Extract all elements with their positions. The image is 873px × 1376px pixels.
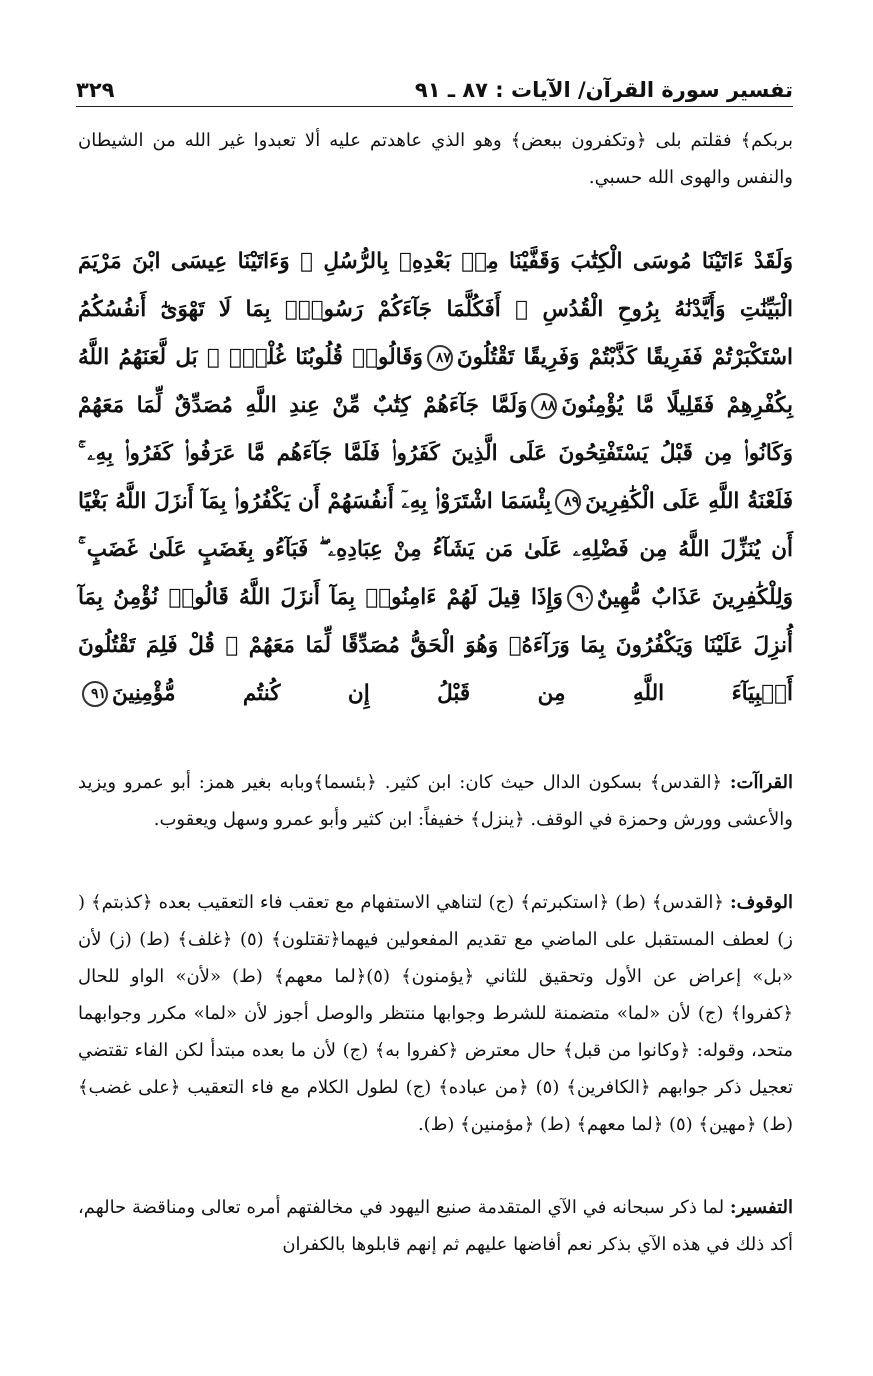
stops-text: ﴿القدس﴾ (ط) ﴿استكبرتم﴾ (ج) لتناهي الاستفهام مع تعقب فاء التعقيب بعده ﴿كذبتم﴾ ( ز) لعطف المستقبل على الماضي مع تقديم المفعولين فيهما﴿تقتلون﴾ (٥) ﴿غلف﴾ (ط) (ز) لأن «بل» إعراض عن الأول وتحقيق للثاني ﴿يؤمنون﴾ (٥)﴿لما معهم﴾ (ط) «لأن» الواو للحال ﴿كفروا﴾ (ج) لأن «لما» متضمنة للشرط وجوابها منتظر والوصل أجوز لأن «لما» مكرر وجوابهما متحد، وقوله: ﴿وكانوا من قبل﴾ حال معترض ﴿كفروا به﴾ (ج) لأن ما بعده مبتدأ لكن الفاء تقتضي تعجيل ذكر جوابهم ﴿الكافرين﴾ (٥) ﴿من عباده﴾ (ج) لطول الكلام مع فاء التعقيب ﴿على غضب﴾ (ط) ﴿مهين﴾ (٥) ﴿لما معهم﴾ (ط) ﴿مؤمنين﴾ (ط). [78,892,793,1135]
running-title: تفسير سورة القرآن/ الآيات : ٨٧ ـ ٩١ [414,78,793,102]
verse-text-91: وَإِذَا قِيلَ لَهُمْ ءَامِنُوا۟ بِمَآ أَنزَلَ اللَّهُ قَالُوا۟ نُؤْمِنُ بِمَآ أُنزِلَ عَلَيْنَا وَيَكْفُرُونَ بِمَا وَرَآءَهُۥ وَهُوَ الْحَقُّ مُصَدِّقًا لِّمَا مَعَهُمْ ۗ قُلْ فَلِمَ تَقْتُلُونَ أَنۢبِيَآءَ اللَّهِ مِن قَبْلُ إِن كُنتُم مُّؤْمِنِينَ [78,585,793,706]
page-number: ٣٢٩ [76,78,115,102]
readings-section [78,764,793,838]
page-content [78,122,793,1263]
quran-verses-block [78,238,793,718]
ayah-number-90: ٩٠ [567,585,593,611]
tafsir-label: التفسير: [729,1197,793,1218]
ayah-number-89: ٨٩ [555,489,581,515]
verse-text-90: بِئْسَمَا اشْتَرَوْا۟ بِهِۦٓ أَنفُسَهُمْ أَن يَكْفُرُوا۟ بِمَآ أَنزَلَ اللَّهُ بَغْيًا أَن يُنَزِّلَ اللَّهُ مِن فَضْلِهِۦ عَلَىٰ مَن يَشَآءُ مِنْ عِبَادِهِۦ ۖ فَبَآءُو بِغَضَبٍ عَلَىٰ غَضَبٍ ۚ وَلِلْكَٰفِرِينَ عَذَابٌ مُّهِينٌ [78,489,793,610]
readings-paragraph [78,764,793,838]
ayah-number-87: ٨٧ [427,345,453,371]
ayah-number-88: ٨٨ [531,393,557,419]
intro-paragraph: بربكم﴾ فقلتم بلى ﴿وتكفرون ببعض﴾ وهو الذي عاهدتم عليه ألا تعبدوا غير الله من الشيطان والنفس والهوى الله حسبي. [78,130,793,188]
readings-label: القراآت: [729,772,793,793]
stops-section [78,884,793,1143]
tafsir-paragraph [78,1189,793,1263]
running-header [76,66,793,107]
stops-paragraph [78,884,793,1143]
stops-label: الوقوف: [730,892,793,913]
verse-text-89: وَلَمَّا جَآءَهُمْ كِتَٰبٌ مِّنْ عِندِ اللَّهِ مُصَدِّقٌ لِّمَا مَعَهُمْ وَكَانُوا۟ مِن قَبْلُ يَسْتَفْتِحُونَ عَلَى الَّذِينَ كَفَرُوا۟ فَلَمَّا جَآءَهُم مَّا عَرَفُوا۟ كَفَرُوا۟ بِهِۦ ۚ فَلَعْنَةُ اللَّهِ عَلَى الْكَٰفِرِينَ [78,393,793,514]
ayah-number-91: ٩١ [82,681,108,707]
readings-text: ﴿القدس﴾ بسكون الدال حيث كان: ابن كثير. ﴿بئسما﴾وبابه بغير همز: أبو عمرو ويزيد والأعشى وورش وحمزة في الوقف. ﴿ينزل﴾ خفيفاً: ابن كثير وأبو عمرو وسهل ويعقوب. [78,772,793,830]
tafsir-section [78,1189,793,1263]
verse-text-88: وَقَالُوا۟ قُلُوبُنَا غُلْفٌۢ ۚ بَل لَّعَنَهُمُ اللَّهُ بِكُفْرِهِمْ فَقَلِيلًا مَّا يُؤْمِنُونَ [78,345,793,418]
verse-text-87: وَلَقَدْ ءَاتَيْنَا مُوسَى الْكِتَٰبَ وَقَفَّيْنَا مِنۢ بَعْدِهِۦ بِالرُّسُلِ ۖ وَءَاتَيْنَا عِيسَى ابْنَ مَرْيَمَ الْبَيِّنَٰتِ وَأَيَّدْنَٰهُ بِرُوحِ الْقُدُسِ ۗ أَفَكُلَّمَا جَآءَكُمْ رَسُولٌۢ بِمَا لَا تَهْوَىٰٓ أَنفُسُكُمُ اسْتَكْبَرْتُمْ فَفَرِيقًا كَذَّبْتُمْ وَفَرِيقًا تَقْتُلُونَ [78,249,793,370]
tafsir-text: لما ذكر سبحانه في الآي المتقدمة صنيع اليهود في مخالفتهم أمره تعالى ومناقضة حالهم، أكد ذلك في هذه الآي بذكر نعم أفاضها عليهم ثم إنهم قابلوها بالكفران [78,1197,793,1255]
